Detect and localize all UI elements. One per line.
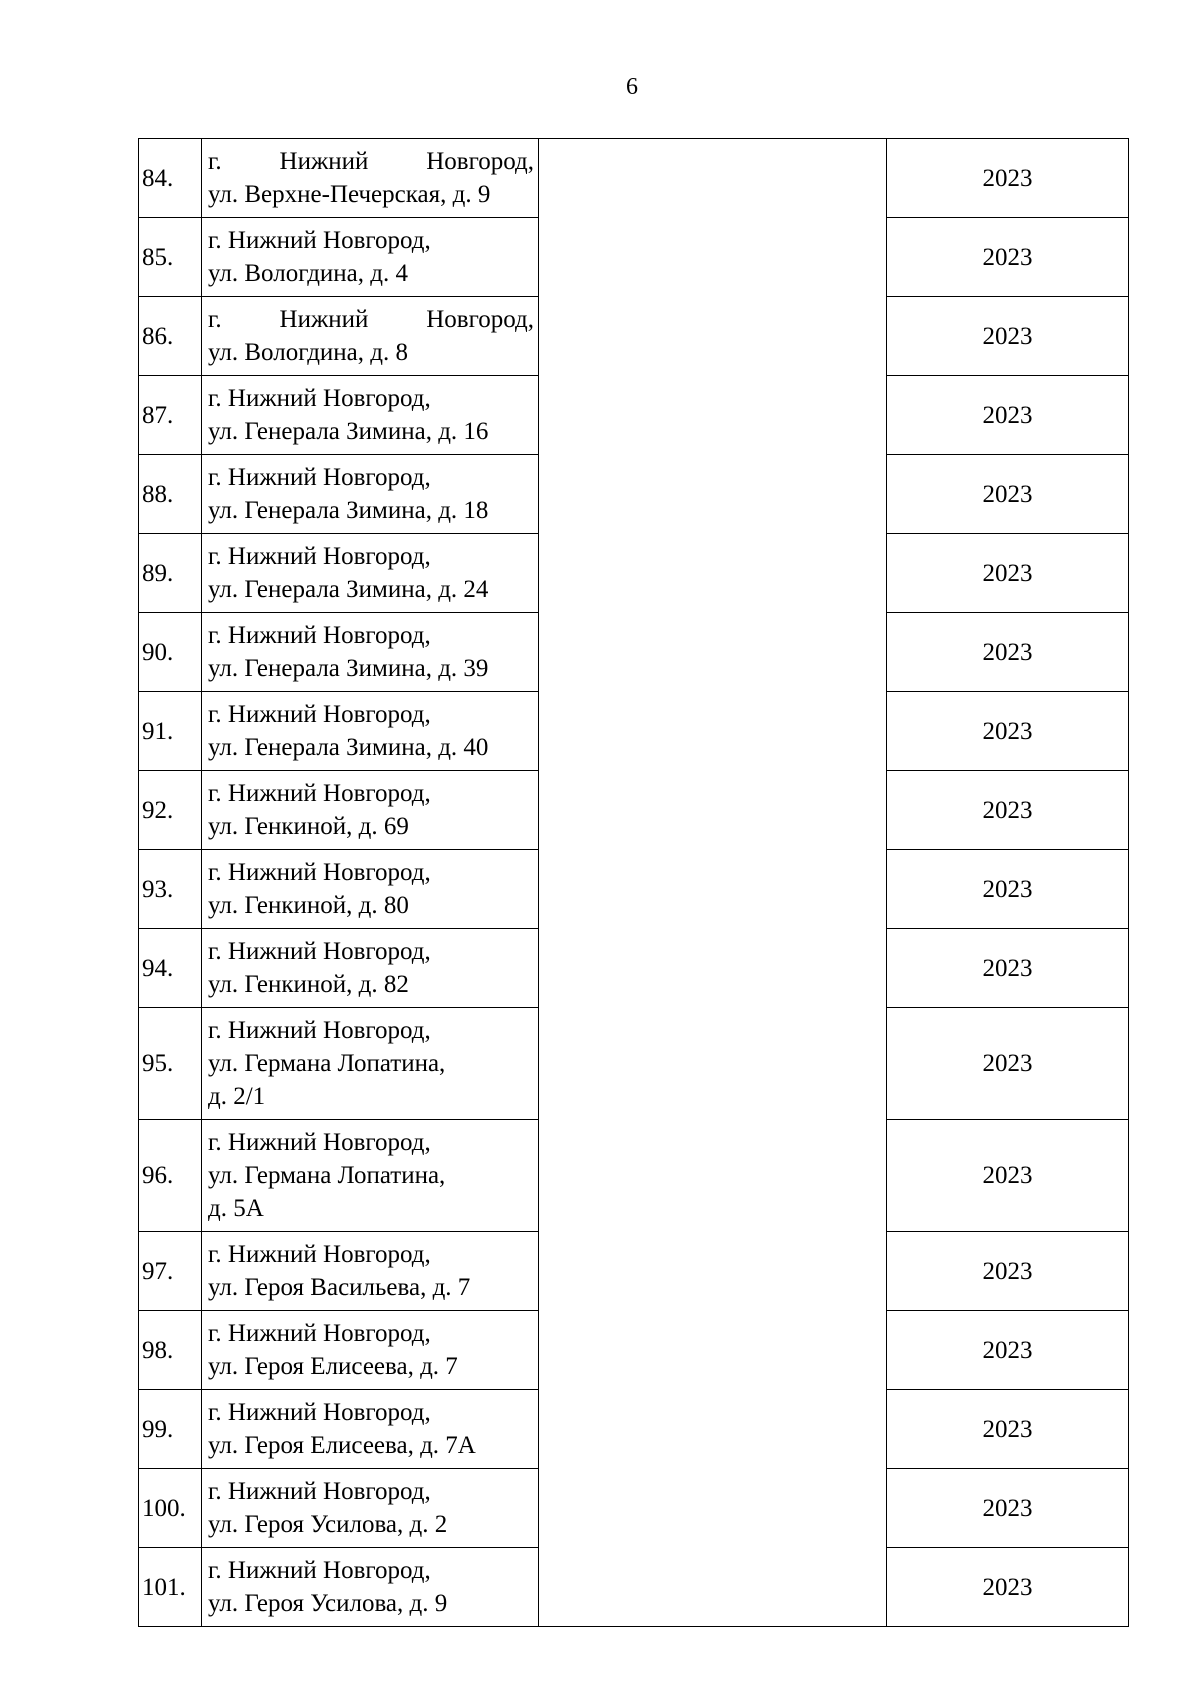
address-line: ул. Германа Лопатина, xyxy=(208,1050,446,1077)
year-cell: 2023 xyxy=(887,1390,1129,1469)
year-cell: 2023 xyxy=(887,1008,1129,1120)
address-cell xyxy=(202,692,539,771)
year-cell: 2023 xyxy=(887,1548,1129,1627)
address-word: Нижний xyxy=(279,148,369,175)
address-line: г. Нижний Новгород, xyxy=(208,938,431,965)
address-line: г. Нижний Новгород, xyxy=(208,622,431,649)
row-number: 90. xyxy=(139,613,202,692)
address-table-body xyxy=(139,139,1129,1627)
address-line: г. Нижний Новгород, xyxy=(208,1017,431,1044)
address-line: г. Нижний Новгород, xyxy=(208,1557,431,1584)
address-line: г. Нижний Новгород, xyxy=(208,1320,431,1347)
row-number: 98. xyxy=(139,1311,202,1390)
year-cell: 2023 xyxy=(887,692,1129,771)
row-number: 86. xyxy=(139,297,202,376)
address-line xyxy=(208,303,534,336)
row-number: 93. xyxy=(139,850,202,929)
year-cell: 2023 xyxy=(887,1232,1129,1311)
row-number: 84. xyxy=(139,139,202,218)
address-line: ул. Героя Усилова, д. 9 xyxy=(208,1590,448,1617)
row-number: 95. xyxy=(139,1008,202,1120)
row-number: 100. xyxy=(139,1469,202,1548)
address-line: г. Нижний Новгород, xyxy=(208,227,431,254)
row-number: 85. xyxy=(139,218,202,297)
address-cell xyxy=(202,929,539,1008)
address-line: ул. Героя Усилова, д. 2 xyxy=(208,1511,448,1538)
year-cell: 2023 xyxy=(887,1469,1129,1548)
year-cell: 2023 xyxy=(887,376,1129,455)
year-cell: 2023 xyxy=(887,1311,1129,1390)
address-cell xyxy=(202,139,539,218)
address-line: г. Нижний Новгород, xyxy=(208,464,431,491)
address-cell xyxy=(202,850,539,929)
address-cell xyxy=(202,1232,539,1311)
address-cell xyxy=(202,218,539,297)
table-row xyxy=(139,139,1129,218)
address-cell xyxy=(202,1311,539,1390)
address-line: г. Нижний Новгород, xyxy=(208,701,431,728)
address-line: г. Нижний Новгород, xyxy=(208,385,431,412)
row-number: 92. xyxy=(139,771,202,850)
address-table xyxy=(138,138,1129,1627)
year-cell: 2023 xyxy=(887,139,1129,218)
row-number: 87. xyxy=(139,376,202,455)
year-cell: 2023 xyxy=(887,534,1129,613)
address-line: ул. Вологдина, д. 4 xyxy=(208,260,408,287)
address-line: ул. Героя Васильева, д. 7 xyxy=(208,1274,471,1301)
row-number: 94. xyxy=(139,929,202,1008)
year-cell: 2023 xyxy=(887,613,1129,692)
address-cell xyxy=(202,1548,539,1627)
address-line: д. 2/1 xyxy=(208,1083,266,1110)
address-line: ул. Германа Лопатина, xyxy=(208,1162,446,1189)
address-cell xyxy=(202,1390,539,1469)
address-cell xyxy=(202,297,539,376)
address-line: ул. Генерала Зимина, д. 18 xyxy=(208,497,489,524)
address-word: Новгород, xyxy=(426,306,534,333)
address-line: ул. Героя Елисеева, д. 7 xyxy=(208,1353,458,1380)
address-cell xyxy=(202,771,539,850)
year-cell: 2023 xyxy=(887,850,1129,929)
address-cell xyxy=(202,376,539,455)
row-number: 89. xyxy=(139,534,202,613)
year-cell: 2023 xyxy=(887,218,1129,297)
year-cell: 2023 xyxy=(887,1120,1129,1232)
address-line: г. Нижний Новгород, xyxy=(208,1399,431,1426)
row-number: 91. xyxy=(139,692,202,771)
row-number: 101. xyxy=(139,1548,202,1627)
year-cell: 2023 xyxy=(887,455,1129,534)
address-line xyxy=(208,145,534,178)
address-line: ул. Генкиной, д. 69 xyxy=(208,813,409,840)
address-line: ул. Генерала Зимина, д. 40 xyxy=(208,734,489,761)
address-line: ул. Героя Елисеева, д. 7А xyxy=(208,1432,476,1459)
address-line: ул. Вологдина, д. 8 xyxy=(208,339,408,366)
address-cell xyxy=(202,1469,539,1548)
address-line: д. 5А xyxy=(208,1195,264,1222)
address-word: Новгород, xyxy=(426,148,534,175)
address-cell xyxy=(202,1008,539,1120)
address-line: г. Нижний Новгород, xyxy=(208,1129,431,1156)
address-cell xyxy=(202,1120,539,1232)
address-line: ул. Верхне-Печерская, д. 9 xyxy=(208,181,491,208)
address-cell xyxy=(202,455,539,534)
address-line: г. Нижний Новгород, xyxy=(208,1241,431,1268)
address-cell xyxy=(202,613,539,692)
row-number: 96. xyxy=(139,1120,202,1232)
row-number: 88. xyxy=(139,455,202,534)
address-line: г. Нижний Новгород, xyxy=(208,543,431,570)
address-word: Нижний xyxy=(279,306,369,333)
year-cell: 2023 xyxy=(887,297,1129,376)
address-cell xyxy=(202,534,539,613)
address-line: ул. Генерала Зимина, д. 24 xyxy=(208,576,489,603)
year-cell: 2023 xyxy=(887,929,1129,1008)
empty-merged-cell xyxy=(539,139,887,1627)
page-number: 6 xyxy=(626,74,638,100)
address-line: ул. Генкиной, д. 80 xyxy=(208,892,409,919)
row-number: 97. xyxy=(139,1232,202,1311)
address-line: ул. Генерала Зимина, д. 16 xyxy=(208,418,489,445)
row-number: 99. xyxy=(139,1390,202,1469)
address-word: г. xyxy=(208,148,222,175)
year-cell: 2023 xyxy=(887,771,1129,850)
address-line: г. Нижний Новгород, xyxy=(208,1478,431,1505)
address-line: ул. Генкиной, д. 82 xyxy=(208,971,409,998)
address-line: г. Нижний Новгород, xyxy=(208,780,431,807)
address-line: г. Нижний Новгород, xyxy=(208,859,431,886)
address-word: г. xyxy=(208,306,222,333)
address-line: ул. Генерала Зимина, д. 39 xyxy=(208,655,489,682)
